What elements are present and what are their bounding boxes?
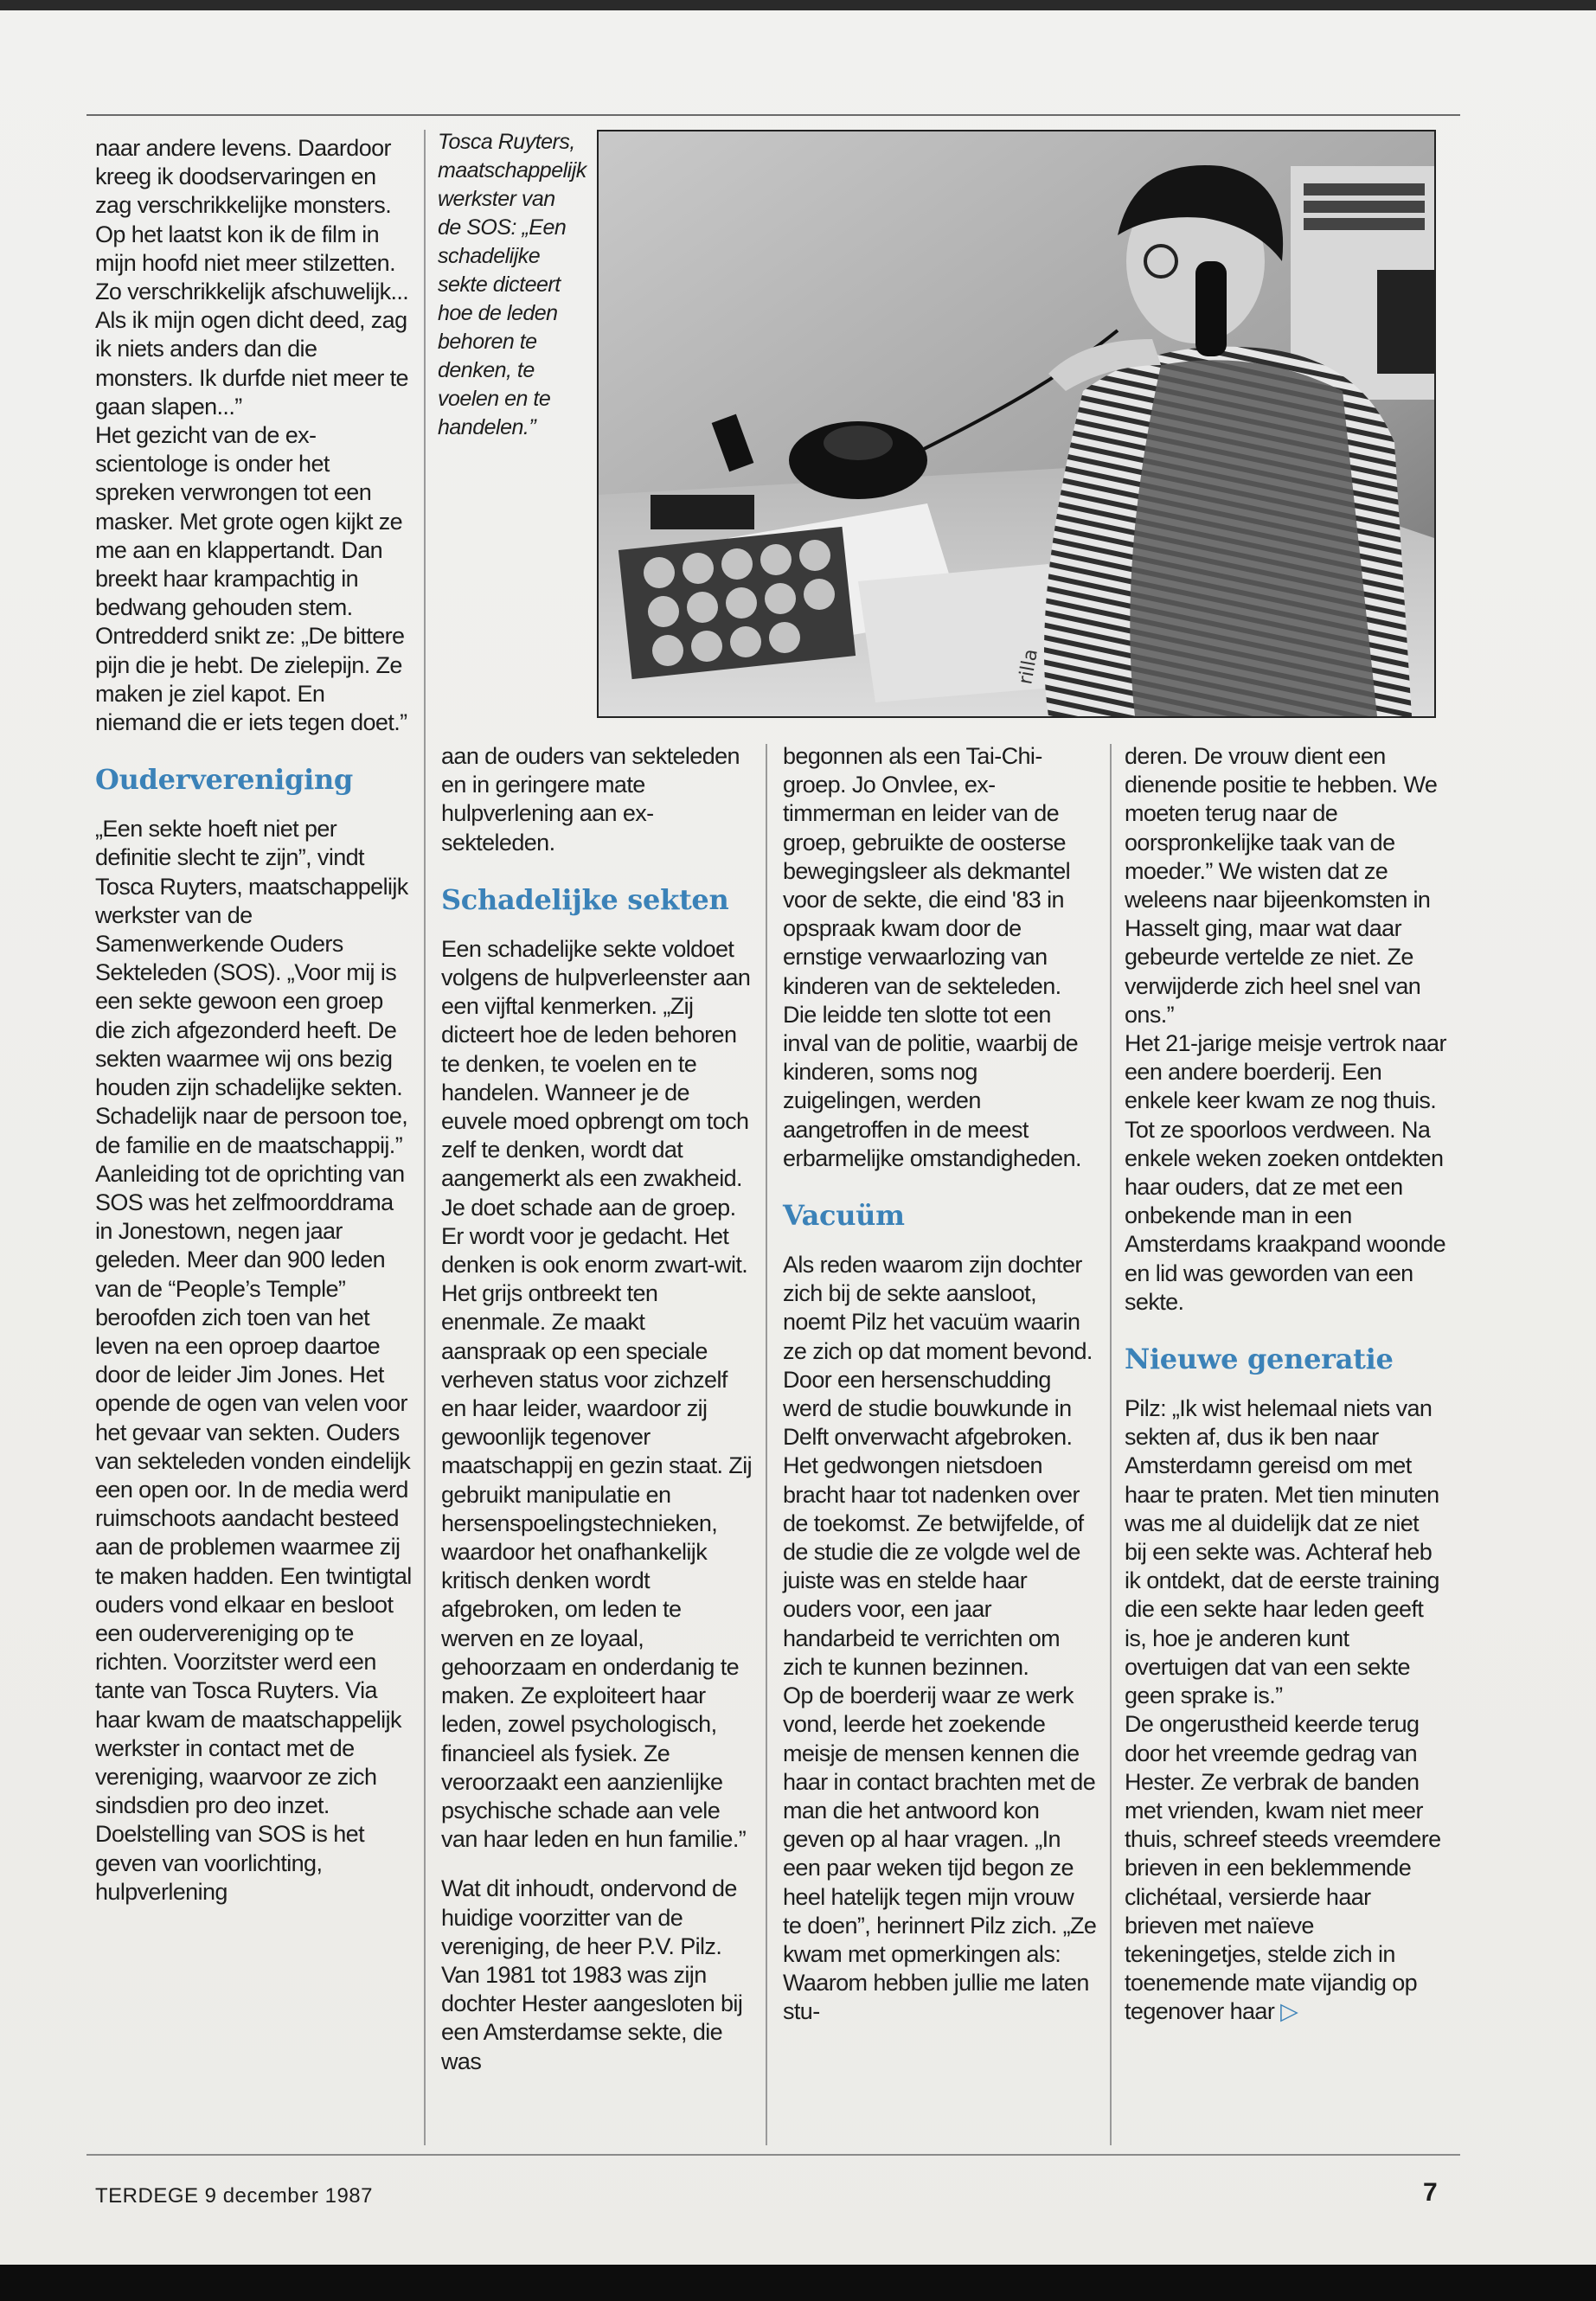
paragraph: Als reden waarom zijn dochter zich bij de sekte aansloot, noemt Pilz het vacuüm waarin ze zich op dat moment bevond. Door een hersenschudding werd de studie bouwkunde in Delft onverwacht afgebroken. Het gedwongen nietsdoen bracht haar tot nadenken over de toekomst. Ze betwijfelde, of de studie die ze volgde wel de juiste was en stelde haar ouders voor, een jaar handarbeid te verrichten om zich te kunnen bezinnen. [783, 1252, 1093, 1680]
section-heading: Vacuüm [783, 1199, 905, 1233]
paragraph: naar andere levens. Daardoor kreeg ik doodservaringen en zag verschrikkelijke monsters. Op het laatst kon ik de film in mijn hoofd niet meer stilzetten. Zo verschrikkelijk afschuwelijk... Als ik mijn ogen dicht deed, zag ik niets anders dan die monsters. Ik durfde niet meer te gaan slapen...” [95, 135, 409, 420]
paragraph: Een schadelijke sekte voldoet volgens de hulpverleenster aan een vijftal kenmerken. „Zij dicteert hoe de leden behoren te denken, te voelen en te handelen. Wanneer je de euvele moed opbrengt om toch zelf te denken, wordt dat aangemerkt als een zwakheid. Je doet schade aan de groep. Er wordt voor je gedacht. Het denken is ook enorm zwart-wit. Het grijs ontbreekt ten enenmale. Ze maakt aanspraak op een speciale verheven status voor zichzelf en haar leider, waardoor zij gewoonlijk tegenover maatschappij en gezin staat. Zij gebruikt manipulatie en hersenspoelingstechnieken, waardoor het onafhankelijk kritisch denken wordt afgebroken, om leden te werven en ze loyaal, gehoorzaam en onderdanig te maken. Ze exploiteert haar leden, zowel psychologisch, financieel als fysiek. Ze veroorzaakt een aanzienlijke psychische schade aan vele van haar leden en hun familie.” [441, 935, 752, 1853]
article-column-2 [441, 742, 754, 2076]
paragraph: Aanleiding tot de oprichting van SOS was het zelfmoorddrama in Jonestown, negen jaar geleden. Meer dan 900 leden van de “People’s Temple” beroofden zich toen van het leven na een oproep daartoe door de leider Jim Jones. Het opende de ogen van velen voor het gevaar van sekten. Ouders van sekteleden vonden eindelijk een open oor. In de media werd ruimschoots aandacht besteed aan de problemen waarmee zij te maken hadden. Een twintigtal ouders vond elkaar en besloot een oudervereniging op te richten. Voorzitster werd een tante van Tosca Ruyters. Via haar kwam de maatschappelijk werkster in contact met de vereniging, waarvoor ze zich sindsdien pro deo inzet. Doelstelling van SOS is het geven van voorlichting, hulpverlening [95, 1160, 412, 1905]
top-rule [87, 114, 1460, 116]
section-heading: Oudervereniging [95, 763, 354, 797]
article-column-4 [1125, 742, 1446, 2027]
column-separator [766, 744, 767, 2145]
bottom-rule [87, 2154, 1460, 2156]
paragraph-text: De ongerustheid keerde terug door het vreemde gedrag van Hester. Ze verbrak de banden met vrienden, kwam niet meer thuis, schreef steeds vreemdere brieven in een beklemmende clichétaal, versierde haar brieven met naïeve tekeningetjes, stelde zich in toenemende mate vijandig op tegenover haar [1125, 1711, 1441, 2025]
photo-woman-on-phone [597, 130, 1436, 718]
section-heading: Schadelijke sekten [441, 882, 729, 916]
paragraph: Wat dit inhoudt, ondervond de huidige voorzitter van de vereniging, de heer P.V. Pilz. Van 1981 tot 1983 was zijn dochter Hester aangesloten bij een Amsterdamse sekte, die was [441, 1875, 743, 2074]
continue-arrow-icon: ▷ [1280, 1998, 1298, 2025]
svg-text:rilla: rilla [1015, 647, 1043, 687]
column-separator [1110, 744, 1112, 2145]
scan-bottom-edge [0, 2265, 1596, 2301]
article-column-3 [783, 742, 1098, 2027]
paragraph: aan de ouders van sekteleden en in geringere mate hulpverlening aan ex-sekteleden. [441, 743, 740, 856]
paragraph: Het gezicht van de ex-scientologe is onder het spreken verwrongen tot een masker. Met grote ogen kijkt ze me aan en klappertandt. Dan breekt haar krampachtig in bedwang gehouden stem. Ontredderd snikt ze: „De bittere pijn die je hebt. De zielepijn. Ze maken je ziel kapot. En niemand die er iets tegen doet.” [95, 422, 407, 736]
column-separator [424, 130, 426, 2145]
scan-top-edge [0, 0, 1596, 10]
footer-publication-date: TERDEGE 9 december 1987 [95, 2184, 373, 2208]
paragraph: Het 21-jarige meisje vertrok naar een andere boerderij. Een enkele keer kwam ze nog thuis. Tot ze spoorloos verdween. Na enkele weken zoeken ontdekten haar ouders, dat ze met een onbekende man in een Amsterdams kraakpand woonde en lid was geworden van een sekte. [1125, 1030, 1446, 1315]
paragraph: begonnen als een Tai-Chi-groep. Jo Onvlee, ex-timmerman en leider van de groep, gebruikte de oosterse bewegingsleer als dekmantel voor de sekte, die eind '83 in opspraak kwam door de ernstige verwaarlozing van kinderen van de sekteleden. Die leidde ten slotte tot een inval van de politie, waarbij de kinderen, soms nog zuigelingen, werden aangetroffen in de meest erbarmelijke omstandigheden. [783, 743, 1081, 1171]
paragraph [1125, 1710, 1446, 2026]
paragraph: deren. De vrouw dient een dienende positie te hebben. We moeten terug naar de oorspronkelijke taak van de moeder.” We wisten dat ze weleens naar bijeenkomsten in Hasselt ging, maar wat daar gebeurde vertelde ze niet. Ze verwijderde zich heel snel van ons.” [1125, 743, 1438, 1028]
photo-caption: Tosca Ruyters, maatschappelijk werkster van de SOS: „Een schadelijke sekte dicteert hoe de leden behoren te denken, te voelen en te handelen.” [438, 130, 586, 439]
photo-illustration [599, 131, 1434, 716]
article-column-1 [95, 134, 413, 1907]
section-heading: Nieuwe generatie [1125, 1343, 1394, 1376]
paragraph: „Een sekte hoeft niet per definitie slecht te zijn”, vindt Tosca Ruyters, maatschappelijk werkster van de Samenwerkende Ouders Sekteleden (SOS). „Voor mij is een sekte gewoon een groep die zich afgezonderd heeft. De sekten waarmee wij ons bezig houden zijn schadelijke sekten. Schadelijk naar de persoon toe, de familie en de maatschappij.” [95, 816, 408, 1158]
page-number: 7 [1423, 2178, 1438, 2207]
paragraph: Op de boerderij waar ze werk vond, leerde het zoekende meisje de mensen kennen die haar in contact brachten met de man die het antwoord kon geven op al haar vragen. „In een paar weken tijd begon ze heel hatelijk tegen mijn vrouw te doen”, herinnert Pilz zich. „Ze kwam met opmerkingen als: Waarom hebben jullie me laten stu- [783, 1682, 1097, 2025]
paragraph: Pilz: „Ik wist helemaal niets van sekten af, dus ik ben naar Amsterdamn gereisd om met haar te praten. Met tien minuten was me al duidelijk dat ze niet bij een sekte was. Achteraf heb ik ontdekt, dat de eerste training die een sekte haar leden geeft is, hoe je anderen kunt overtuigen dat van een sekte geen sprake is.” [1125, 1395, 1439, 1709]
